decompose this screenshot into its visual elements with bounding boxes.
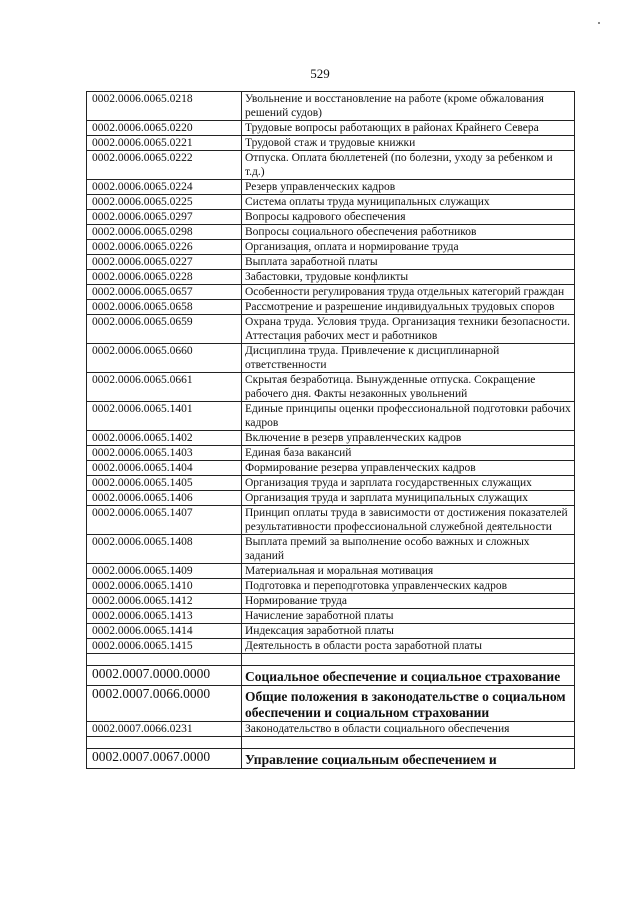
table-row	[87, 315, 575, 344]
row-title: Особенности регулирования труда отдельных категорий граждан	[242, 285, 575, 300]
table-row	[87, 285, 575, 300]
row-title: Деятельность в области роста заработной платы	[242, 639, 575, 654]
row-title: Увольнение и восстановление на работе (кроме обжалования решений судов)	[242, 92, 575, 121]
row-code: 0002.0006.0065.0218	[87, 92, 242, 121]
row-title: Организация труда и зарплата государственных служащих	[242, 476, 575, 491]
row-title: Управление социальным обеспечением и	[242, 749, 575, 769]
table-row	[87, 373, 575, 402]
row-title: Единые принципы оценки профессиональной подготовки рабочих кадров	[242, 402, 575, 431]
table-row	[87, 564, 575, 579]
row-title: Отпуска. Оплата бюллетеней (по болезни, уходу за ребенком и т.д.)	[242, 151, 575, 180]
table-row	[87, 195, 575, 210]
row-title: Трудовой стаж и трудовые книжки	[242, 136, 575, 151]
page-number: 529	[310, 66, 330, 81]
row-title: Организация труда и зарплата муниципальных служащих	[242, 491, 575, 506]
row-code: 0002.0007.0067.0000	[87, 749, 242, 769]
row-code: 0002.0006.0065.0221	[87, 136, 242, 151]
row-code: 0002.0006.0065.1402	[87, 431, 242, 446]
row-title: Система оплаты труда муниципальных служащих	[242, 195, 575, 210]
empty-row	[87, 737, 575, 749]
row-code: 0002.0006.0065.0657	[87, 285, 242, 300]
row-code: 0002.0006.0065.1409	[87, 564, 242, 579]
row-code: 0002.0006.0065.1412	[87, 594, 242, 609]
table-row	[87, 92, 575, 121]
table-row	[87, 300, 575, 315]
row-title: Подготовка и переподготовка управленческих кадров	[242, 579, 575, 594]
row-title	[242, 737, 575, 749]
row-code: 0002.0006.0065.0661	[87, 373, 242, 402]
empty-row	[87, 654, 575, 666]
row-code: 0002.0006.0065.1405	[87, 476, 242, 491]
row-title: Организация, оплата и нормирование труда	[242, 240, 575, 255]
row-title: Единая база вакансий	[242, 446, 575, 461]
table-row	[87, 151, 575, 180]
row-title: Начисление заработной платы	[242, 609, 575, 624]
row-code	[87, 654, 242, 666]
row-title: Материальная и моральная мотивация	[242, 564, 575, 579]
row-code: 0002.0007.0000.0000	[87, 666, 242, 686]
table-row	[87, 180, 575, 195]
row-code: 0002.0006.0065.0225	[87, 195, 242, 210]
row-title: Социальное обеспечение и социальное страхование	[242, 666, 575, 686]
table-row	[87, 136, 575, 151]
table-row	[87, 210, 575, 225]
row-title: Нормирование труда	[242, 594, 575, 609]
row-code: 0002.0006.0065.1414	[87, 624, 242, 639]
row-title: Вопросы социального обеспечения работников	[242, 225, 575, 240]
row-title: Охрана труда. Условия труда. Организация техники безопасности. Аттестация рабочих мест и работников	[242, 315, 575, 344]
table-row	[87, 476, 575, 491]
row-title: Резерв управленческих кадров	[242, 180, 575, 195]
table-row	[87, 594, 575, 609]
table-row	[87, 624, 575, 639]
row-code: 0002.0006.0065.0227	[87, 255, 242, 270]
row-code: 0002.0006.0065.1401	[87, 402, 242, 431]
table-row	[87, 270, 575, 285]
row-title: Принцип оплаты труда в зависимости от достижения показателей результативности профессиональной служебной деятельности	[242, 506, 575, 535]
section-row	[87, 666, 575, 686]
row-code: 0002.0006.0065.1408	[87, 535, 242, 564]
row-code: 0002.0007.0066.0000	[87, 686, 242, 722]
table-row	[87, 609, 575, 624]
row-code	[87, 737, 242, 749]
scan-speck	[598, 22, 600, 24]
row-title: Трудовые вопросы работающих в районах Крайнего Севера	[242, 121, 575, 136]
table-row	[87, 255, 575, 270]
row-title: Формирование резерва управленческих кадров	[242, 461, 575, 476]
row-title: Законодательство в области социального обеспечения	[242, 722, 575, 737]
row-title: Выплата премий за выполнение особо важных и сложных заданий	[242, 535, 575, 564]
row-code: 0002.0006.0065.1413	[87, 609, 242, 624]
row-code: 0002.0006.0065.1406	[87, 491, 242, 506]
table-row	[87, 579, 575, 594]
row-title: Общие положения в законодательстве о социальном обеспечении и социальном страховании	[242, 686, 575, 722]
row-code: 0002.0006.0065.0224	[87, 180, 242, 195]
table-row	[87, 402, 575, 431]
row-code: 0002.0006.0065.1407	[87, 506, 242, 535]
row-code: 0002.0006.0065.1410	[87, 579, 242, 594]
section-row	[87, 686, 575, 722]
row-code: 0002.0006.0065.0659	[87, 315, 242, 344]
row-code: 0002.0006.0065.0298	[87, 225, 242, 240]
table-row	[87, 240, 575, 255]
table-row	[87, 722, 575, 737]
table-row	[87, 639, 575, 654]
row-code: 0002.0007.0066.0231	[87, 722, 242, 737]
row-title: Выплата заработной платы	[242, 255, 575, 270]
table-row	[87, 121, 575, 136]
classifier-table	[86, 91, 575, 769]
row-code: 0002.0006.0065.1415	[87, 639, 242, 654]
row-code: 0002.0006.0065.1403	[87, 446, 242, 461]
section-row	[87, 749, 575, 769]
classifier-table-body	[87, 92, 575, 769]
row-title: Рассмотрение и разрешение индивидуальных трудовых споров	[242, 300, 575, 315]
row-code: 0002.0006.0065.0297	[87, 210, 242, 225]
row-title: Вопросы кадрового обеспечения	[242, 210, 575, 225]
row-code: 0002.0006.0065.0228	[87, 270, 242, 285]
row-title: Скрытая безработица. Вынужденные отпуска. Сокращение рабочего дня. Факты незаконных увольнений	[242, 373, 575, 402]
row-code: 0002.0006.0065.0222	[87, 151, 242, 180]
row-title: Индексация заработной платы	[242, 624, 575, 639]
row-code: 0002.0006.0065.0226	[87, 240, 242, 255]
table-row	[87, 344, 575, 373]
table-row	[87, 446, 575, 461]
table-row	[87, 431, 575, 446]
table-row	[87, 491, 575, 506]
row-title: Включение в резерв управленческих кадров	[242, 431, 575, 446]
table-row	[87, 535, 575, 564]
table-row	[87, 225, 575, 240]
row-code: 0002.0006.0065.1404	[87, 461, 242, 476]
row-code: 0002.0006.0065.0660	[87, 344, 242, 373]
row-code: 0002.0006.0065.0220	[87, 121, 242, 136]
row-title: Дисциплина труда. Привлечение к дисциплинарной ответственности	[242, 344, 575, 373]
table-row	[87, 461, 575, 476]
row-title	[242, 654, 575, 666]
row-code: 0002.0006.0065.0658	[87, 300, 242, 315]
table-row	[87, 506, 575, 535]
row-title: Забастовки, трудовые конфликты	[242, 270, 575, 285]
